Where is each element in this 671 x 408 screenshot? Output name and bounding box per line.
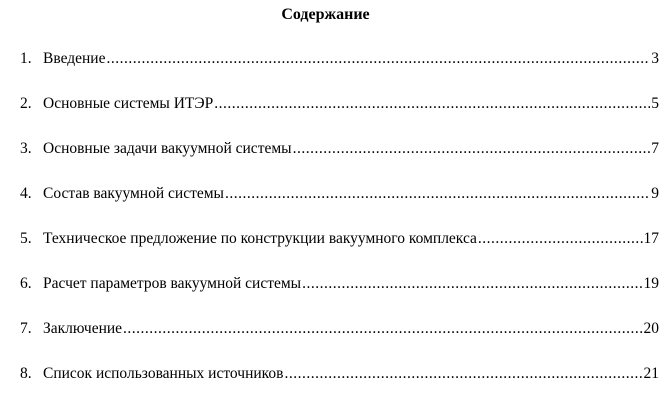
toc-entry-line [43,183,659,205]
toc-entry-text: Список использованных источников [43,365,284,382]
toc-entry-text: Техническое предложение по конструкции вакуумного комплекса [43,230,477,247]
toc-entry-line [43,318,659,340]
toc-entry-page: 17 [643,230,659,247]
dot-leader [293,138,651,160]
toc-entry-number: 7. [20,320,32,337]
toc-entry-number: 5. [20,230,32,247]
toc-entry-text: Состав вакуумной системы [43,185,224,202]
toc-entry-line [43,363,659,385]
toc-entry[interactable] [0,138,671,183]
toc-entry-number: 4. [20,185,32,202]
toc-entry[interactable] [0,183,671,228]
toc-entry-line [43,93,659,115]
toc-entry-text: Расчет параметров вакуумной системы [43,275,302,292]
toc-entry-text: Основные системы ИТЭР [43,95,214,112]
toc-entry-page: 20 [643,320,659,337]
dot-leader [106,48,650,70]
toc-entry[interactable] [0,318,671,363]
toc-entry-page: 21 [643,365,659,382]
toc-entry[interactable] [0,228,671,273]
toc-entry-number: 8. [20,365,32,382]
toc-entry-page: 19 [643,275,659,292]
toc-list [0,48,671,408]
dot-leader [214,93,650,115]
toc-entry[interactable] [0,93,671,138]
dot-leader [284,363,642,385]
toc-entry[interactable] [0,273,671,318]
toc-entry-page: 3 [651,50,659,67]
toc-entry-page: 9 [651,185,659,202]
toc-entry-page: 5 [651,95,659,112]
toc-entry-line [43,138,659,160]
toc-title: Содержание [281,6,370,23]
toc-entry-text: Основные задачи вакуумной системы [43,140,292,157]
dot-leader [225,183,650,205]
dot-leader [478,228,643,250]
toc-entry-number: 6. [20,275,32,292]
toc-entry[interactable] [0,48,671,93]
toc-entry-line [43,273,659,295]
toc-entry-page: 7 [651,140,659,157]
dot-leader [302,273,642,295]
toc-entry-number: 1. [20,50,32,67]
toc-entry-text: Заключение [43,320,123,337]
toc-entry-number: 3. [20,140,32,157]
toc-entry-text: Введение [43,50,106,67]
dot-leader [123,318,642,340]
toc-entry-line [43,228,659,250]
toc-entry[interactable] [0,363,671,408]
toc-entry-number: 2. [20,95,32,112]
toc-entry-line [43,48,659,70]
